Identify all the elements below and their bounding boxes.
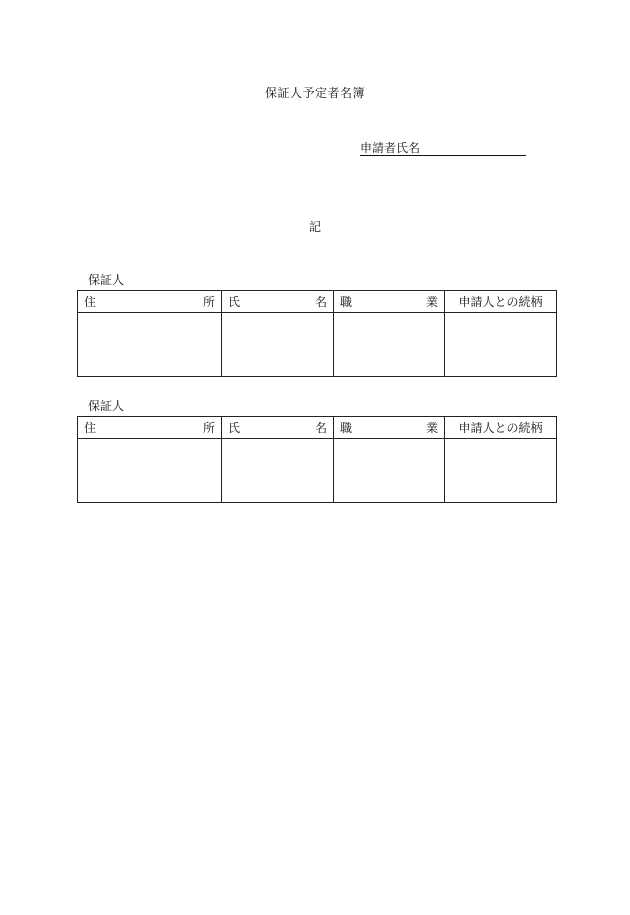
header-name: 氏 名 — [222, 291, 334, 313]
header-relation: 申請人との続柄 — [445, 417, 557, 439]
name-cell[interactable] — [222, 439, 334, 503]
occupation-cell[interactable] — [334, 313, 445, 377]
address-cell[interactable] — [78, 439, 222, 503]
address-cell[interactable] — [78, 313, 222, 377]
header-name: 氏 名 — [222, 417, 334, 439]
relation-cell[interactable] — [445, 313, 557, 377]
header-occupation: 職 業 — [334, 291, 445, 313]
header-relation: 申請人との続柄 — [445, 291, 557, 313]
guarantor-label-2: 保証人 — [88, 399, 125, 413]
applicant-name-field[interactable] — [360, 141, 526, 156]
table-header-row — [78, 291, 557, 313]
relation-cell[interactable] — [445, 439, 557, 503]
table-header-row — [78, 417, 557, 439]
header-occupation: 職 業 — [334, 417, 445, 439]
applicant-name-label: 申請者氏名 — [360, 141, 421, 155]
guarantor-label-1: 保証人 — [88, 273, 125, 287]
header-address: 住 所 — [78, 291, 222, 313]
header-address: 住 所 — [78, 417, 222, 439]
ki-heading: 記 — [308, 220, 321, 234]
name-cell[interactable] — [222, 313, 334, 377]
occupation-cell[interactable] — [334, 439, 445, 503]
document-title: 保証人予定者名簿 — [264, 86, 365, 100]
guarantor-table-2 — [77, 416, 557, 503]
table-row — [78, 313, 557, 377]
guarantor-table-1 — [77, 290, 557, 377]
table-row — [78, 439, 557, 503]
